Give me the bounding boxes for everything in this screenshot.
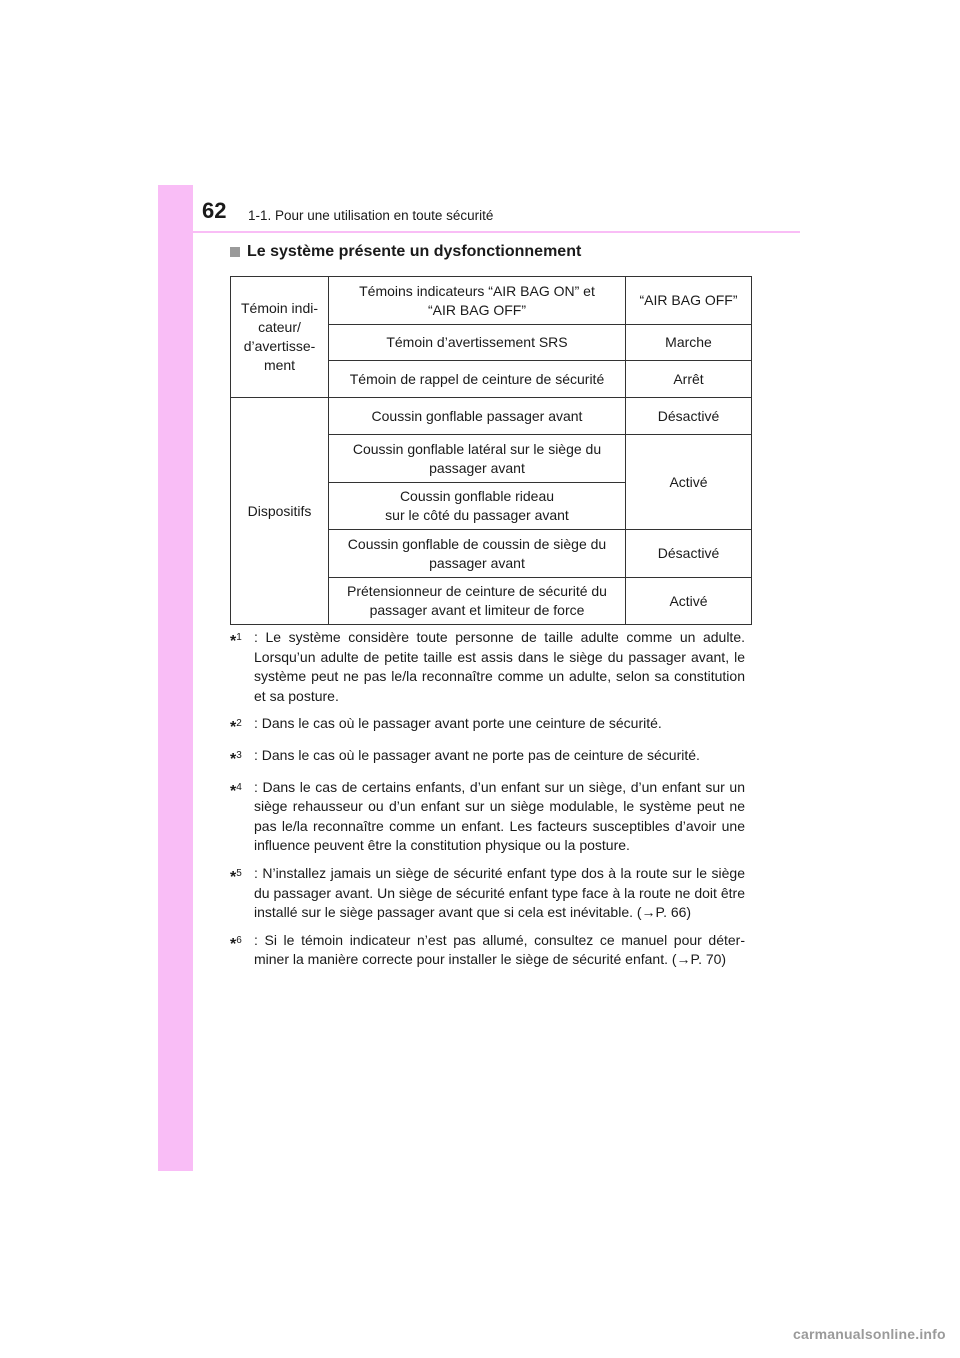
header-divider bbox=[193, 231, 800, 233]
section-title: 1-1. Pour une utilisation en toute sécurité bbox=[248, 208, 494, 223]
heading-text: Le système présente un dysfonctionnement bbox=[247, 243, 582, 260]
footnote bbox=[230, 778, 745, 856]
status-table bbox=[230, 276, 752, 625]
footnote bbox=[230, 931, 745, 970]
table-row bbox=[231, 398, 752, 435]
table-cell-item: Coussin gonflable rideau sur le côté du passager avant bbox=[329, 483, 626, 530]
footnote bbox=[230, 864, 745, 923]
group-label-devices: Dispositifs bbox=[231, 398, 329, 625]
table-cell-item: Témoin de rappel de ceinture de sécurité bbox=[329, 361, 626, 398]
footnote-text: : N’installez jamais un siège de sécurité enfant type dos à la route sur le siège du passager avant. Un siège de sécurité enfant type face à la route ne doit être installé sur le siège passager avant que si cela est inévitable. (→P. 66) bbox=[254, 864, 745, 921]
footnote-text: : Dans le cas où le passager avant porte une ceinture de sécurité. bbox=[254, 715, 662, 732]
footnote-text: : Dans le cas de certains enfants, d’un enfant sur un siège, d’un enfant sur un siège rehausseur ou d’un enfant sur un siège modulable, le système peut ne pas le/la reconnaître comme un enfant. Les facteurs susceptibles d’avoir une influence peuvent être la constitution physique ou la posture. bbox=[254, 778, 745, 854]
footnote-marker: *$^3$ bbox=[230, 749, 242, 768]
table-cell-item: Témoin d’avertissement SRS bbox=[329, 325, 626, 361]
table-cell-state: Marche bbox=[626, 325, 752, 361]
side-color-band bbox=[158, 185, 193, 1171]
section-heading bbox=[230, 243, 581, 261]
table-cell-item: Prétensionneur de ceinture de sécurité du passager avant et limiteur de force bbox=[329, 578, 626, 625]
table-cell-item: Coussin gonflable latéral sur le siège du passager avant bbox=[329, 435, 626, 483]
footnote-marker: *$^1$ bbox=[230, 632, 242, 650]
footnote bbox=[230, 628, 745, 706]
footnote bbox=[230, 714, 745, 738]
footnote-marker: *$^5$ bbox=[230, 867, 242, 886]
footnote-text: : Si le témoin indicateur n’est pas allumé, consultez ce manuel pour déter-miner la manière correcte pour installer le siège de sécurité enfant. (→P. 70) bbox=[254, 931, 745, 968]
watermark: carmanualsonline.info bbox=[793, 1326, 946, 1342]
table-cell-state: “AIR BAG OFF” bbox=[626, 277, 752, 325]
footnote-text: : Dans le cas où le passager avant ne porte pas de ceinture de sécurité. bbox=[254, 746, 700, 763]
footnote-marker: *$^4$ bbox=[230, 781, 242, 800]
footnote-marker: *$^2$ bbox=[230, 718, 242, 737]
group-label-indicators: Témoin indi- cateur/ d’avertisse- ment bbox=[231, 277, 329, 398]
table-row bbox=[231, 277, 752, 325]
table-cell-state: Désactivé bbox=[626, 398, 752, 435]
footnotes bbox=[230, 628, 745, 978]
table-cell-state: Désactivé bbox=[626, 530, 752, 578]
footnote-marker: *$^6$ bbox=[230, 934, 242, 953]
table-cell-item: Témoins indicateurs “AIR BAG ON” et “AIR BAG OFF” bbox=[329, 277, 626, 325]
table-cell-state: Arrêt bbox=[626, 361, 752, 398]
table-cell-item: Coussin gonflable passager avant bbox=[329, 398, 626, 435]
table-cell-item: Coussin gonflable de coussin de siège du passager avant bbox=[329, 530, 626, 578]
table-cell-state: Activé bbox=[626, 578, 752, 625]
footnote-text: : Le système considère toute personne de taille adulte comme un adulte. Lorsqu’un adulte de petite taille est assis dans le siège du passager avant, le système peut ne pas le/la reconnaître comme un adulte, selon sa constitution et sa posture. bbox=[254, 629, 745, 704]
page-number: 62 bbox=[202, 198, 227, 223]
square-bullet-icon bbox=[230, 247, 240, 257]
footnote bbox=[230, 746, 745, 770]
table-cell-state: Activé bbox=[626, 435, 752, 530]
